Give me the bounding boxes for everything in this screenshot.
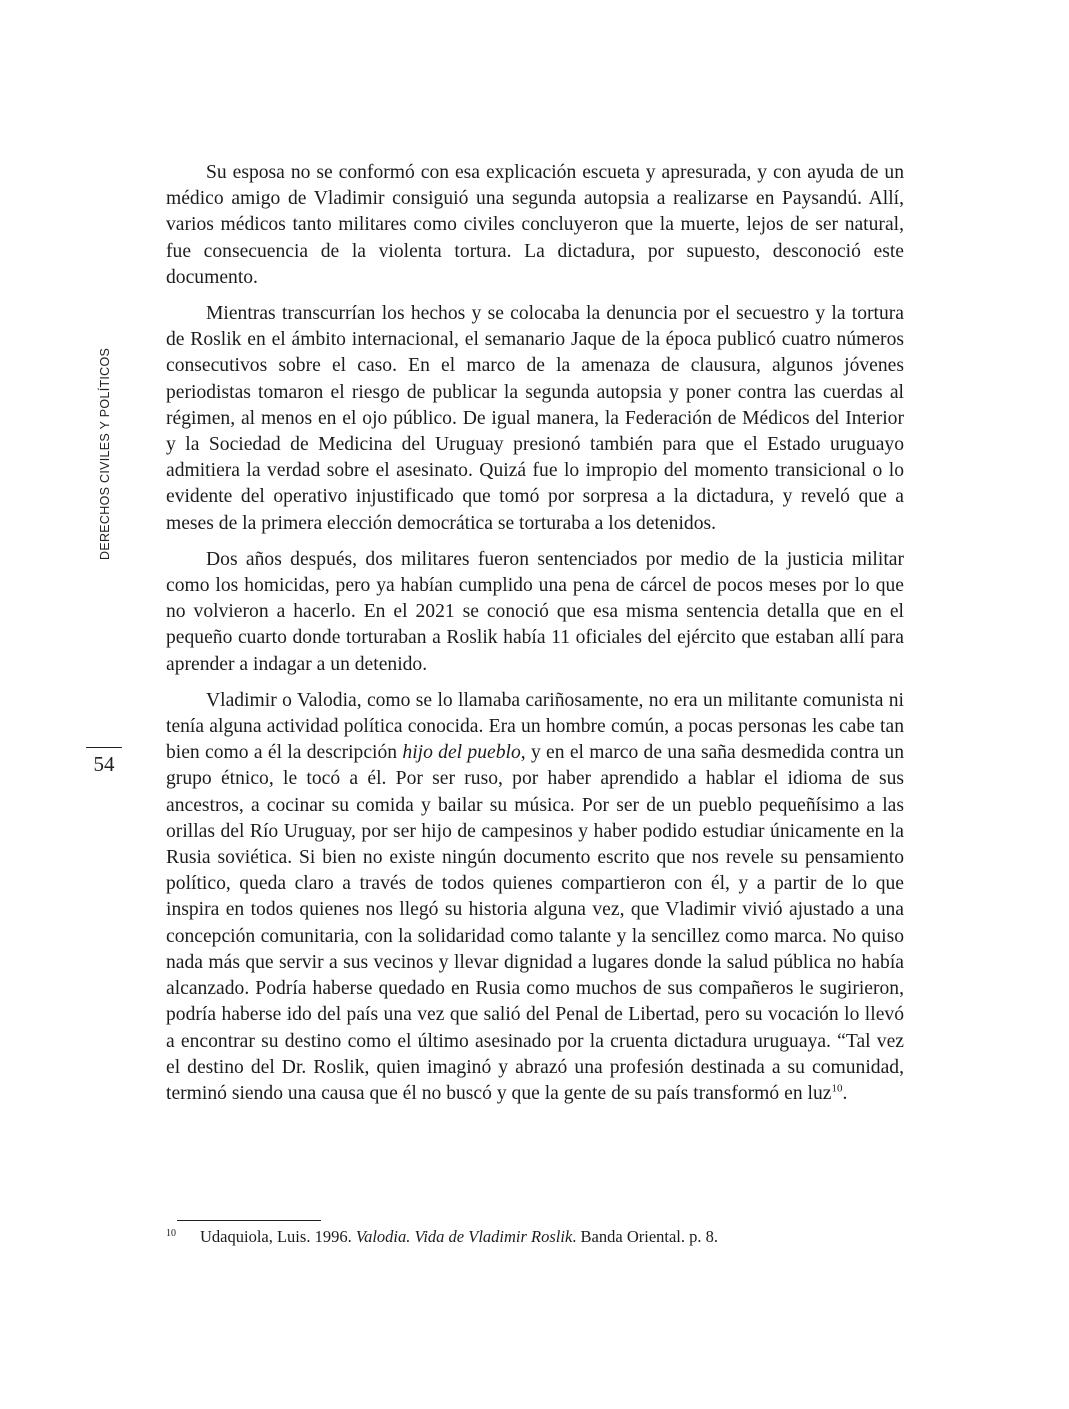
footnote-text-start: Udaquiola, Luis. 1996. bbox=[200, 1227, 356, 1246]
footnote-text-end: . Banda Oriental. p. 8. bbox=[572, 1227, 719, 1246]
footnote-reference[interactable]: 10 bbox=[831, 1082, 843, 1095]
paragraph-1: Su esposa no se conformó con esa explicación escueta y apresurada, y con ayuda de un médico amigo de Vladimir consiguió una segunda autopsia a realizarse en Paysandú. Allí, varios médicos tanto militares como civiles concluyeron que la muerte, lejos de ser natural, fue consecuencia de la violenta tortura. La dictadura, por supuesto, desconoció este documento. bbox=[166, 162, 904, 288]
running-head bbox=[98, 347, 116, 560]
page-number-rule bbox=[86, 747, 122, 748]
paragraph-2: Mientras transcurrían los hechos y se colocaba la denuncia por el secuestro y la tortura de Roslik en el ámbito internacional, el semanario Jaque de la época publicó cuatro números consecutivos sobre el caso. En el marco de la amenaza de clausura, algunos jóvenes periodistas tomaron el riesgo de publicar la segunda autopsia y poner contra las cuerdas al régimen, al menos en el ojo público. De igual manera, la Federación de Médicos del Interior y la Sociedad de Medicina del Uruguay presionó también para que el Estado uruguayo admitiera la verdad sobre el asesinato. Quizá fue lo impropio del momento transicional o lo evidente del operativo injustificado que tomó por sorpresa a la dictadura, y reveló que a meses de la primera elección democrática se torturaba a los detenidos. bbox=[166, 303, 904, 534]
paragraph-3: Dos años después, dos militares fueron sentenciados por medio de la justicia militar como los homicidas, pero ya habían cumplido una pena de cárcel de pocos meses por lo que no volvieron a hacerlo. En el 2021 se conoció que esa misma sentencia detalla que en el pequeño cuarto donde torturaban a Roslik había 11 oficiales del ejército que estaban allí para aprender a indagar a un detenido. bbox=[166, 548, 904, 675]
paragraph-4-text-end: . bbox=[842, 1082, 848, 1104]
footnote bbox=[166, 1226, 904, 1248]
paragraph-4-italic-phrase: hijo del pueblo bbox=[402, 742, 521, 764]
paragraph-4 bbox=[166, 688, 904, 1107]
paragraph-4-text-middle: , y en el marco de una saña desmedida contra un grupo étnico, le tocó a él. Por ser ruso, por haber aprendido a hablar el idioma de sus ancestros, a cocinar su comida y bailar su música. Por ser de un pueblo pequeñísimo a las orillas del Río Uruguay, por ser hijo de campesinos y haber podido estudiar únicamente en la Rusia soviética. Si bien no existe ningún documento escrito que nos revele su pensamiento político, queda claro a través de todos quienes compartieron con él, y a partir de lo que inspira en todos quienes nos llegó su historia alguna vez, que Vladimir vivió ajustado a una concepción comunitaria, con la solidaridad como talante y la sencillez como marca. No quiso nada más que servir a sus vecinos y llevar dignidad a lugares donde la salud pública no había alcanzado. Podría haberse quedado en Rusia como muchos de sus compañeros le sugirieron, podría haberse ido del país una vez que salió del Penal de Libertad, pero su vocación lo llevó a encontrar su destino como el último asesinado por la cruenta dictadura uruguaya. “Tal vez el destino del Dr. Roslik, quien imaginó y abrazó una profesión destinada a su comunidad, terminó siendo una causa que él no buscó y que la gente de su país transformó en luz bbox=[166, 742, 905, 1104]
body-text bbox=[166, 160, 904, 1117]
paragraph-4-text-start: Vladimir o Valodia, como se lo llamaba cariñosamente, no era un militante comunista ni tenía alguna actividad política conocida. Era un hombre común, a pocas personas les cabe tan bien como a él la descripción bbox=[166, 689, 904, 764]
page-number: 54 bbox=[93, 752, 115, 776]
footnote-separator bbox=[177, 1220, 321, 1221]
footnote-italic-title: Valodia. Vida de Vladimir Roslik bbox=[355, 1227, 573, 1246]
footnote-number: 10 bbox=[166, 1228, 176, 1239]
running-head-text: DERECHOS CIVILES Y POLÍTICOS bbox=[98, 347, 112, 560]
